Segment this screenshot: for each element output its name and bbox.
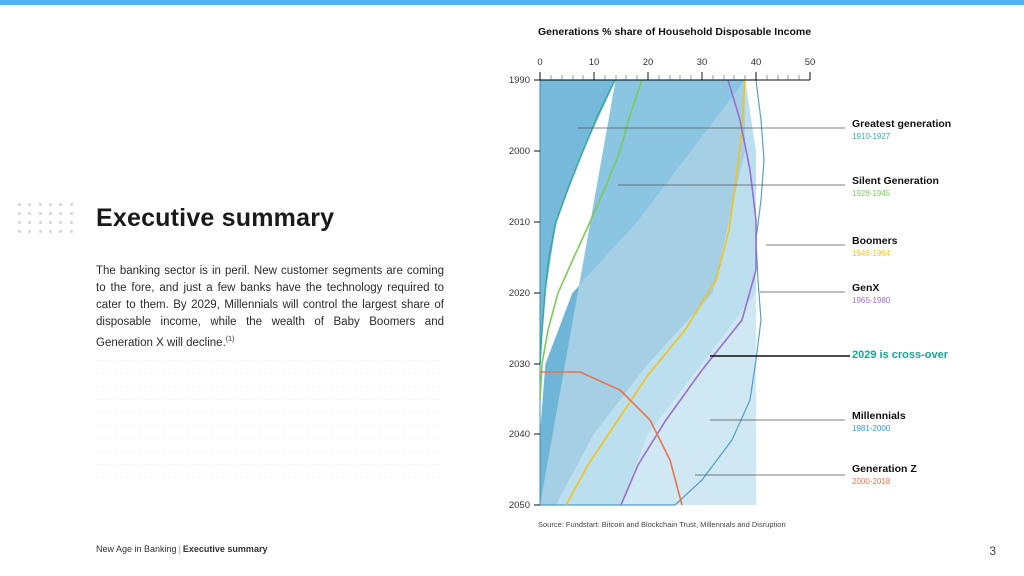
summary-paragraph [96,263,444,352]
top-accent-bar [0,0,1024,5]
ytick-2050: 2050 [508,500,530,511]
footnote-marker: (1) [225,336,235,343]
ytick-2000: 2000 [508,146,530,157]
legend-label-greatest-generation: Greatest generation [852,118,952,130]
xtick-10: 10 [588,57,600,68]
legend-item-silent-generation [852,175,939,199]
legend-item-boomers [852,235,898,259]
xtick-0: 0 [537,57,543,68]
chart-source-note: Source: Fundstart: Bitcoin and Blockchain Trust, Millennials and Disruption [538,520,786,529]
legend-label-genx: GenX [852,282,880,294]
chart-x-axis [537,57,815,80]
footer [96,544,267,554]
page-number: 3 [989,544,996,558]
legend-item-greatest-generation [852,118,951,142]
legend-item-millennials [852,410,906,434]
dot-grid-decoration [18,203,80,239]
legend-years-genx: 1965-1980 [852,296,891,305]
legend-years-boomers: 1946-1964 [852,249,891,258]
chart-plot [470,20,1010,540]
chart-container [470,20,1010,540]
legend-label-millennials: Millennials [852,410,906,422]
ytick-2010: 2010 [508,217,530,228]
legend-item-generation-z [852,463,917,487]
legend-years-greatest-generation: 1910-1927 [852,132,891,141]
page-title: Executive summary [96,204,335,232]
legend-years-silent-generation: 1928-1945 [852,189,891,198]
legend-years-millennials: 1981-2000 [852,424,891,433]
legend-years-generation-z: 2000-2018 [852,477,891,486]
footer-section-title: Executive summary [182,544,268,554]
ytick-1990: 1990 [508,75,530,86]
footer-deck-title: New Age in Banking [96,544,177,554]
legend-label-silent-generation: Silent Generation [852,175,939,187]
placeholder-text-lines [96,360,444,480]
legend-label-generation-z: Generation Z [852,463,917,475]
xtick-40: 40 [750,57,762,68]
ytick-2020: 2020 [508,288,530,299]
xtick-50: 50 [804,57,816,68]
chart-areas [540,80,756,505]
chart-y-axis [509,75,540,511]
xtick-30: 30 [696,57,708,68]
xtick-20: 20 [642,57,654,68]
annotation-crossover [852,349,948,362]
ytick-2030: 2030 [508,359,530,370]
summary-text: The banking sector is in peril. New customer segments are coming to the fore, and just a few banks have the technology required to cater to them. By 2029, Millennials will control the largest share of disposable income, while the wealth of Baby Boomers and Generation X will decline. [96,265,444,349]
legend-label-boomers: Boomers [852,235,898,247]
chart-title: Generations % share of Household Disposable Income [538,26,812,38]
ytick-2040: 2040 [508,429,530,440]
annotation-crossover-label: 2029 is cross-over [852,349,949,361]
footer-separator: | [178,544,181,554]
legend-item-genx [852,282,890,306]
